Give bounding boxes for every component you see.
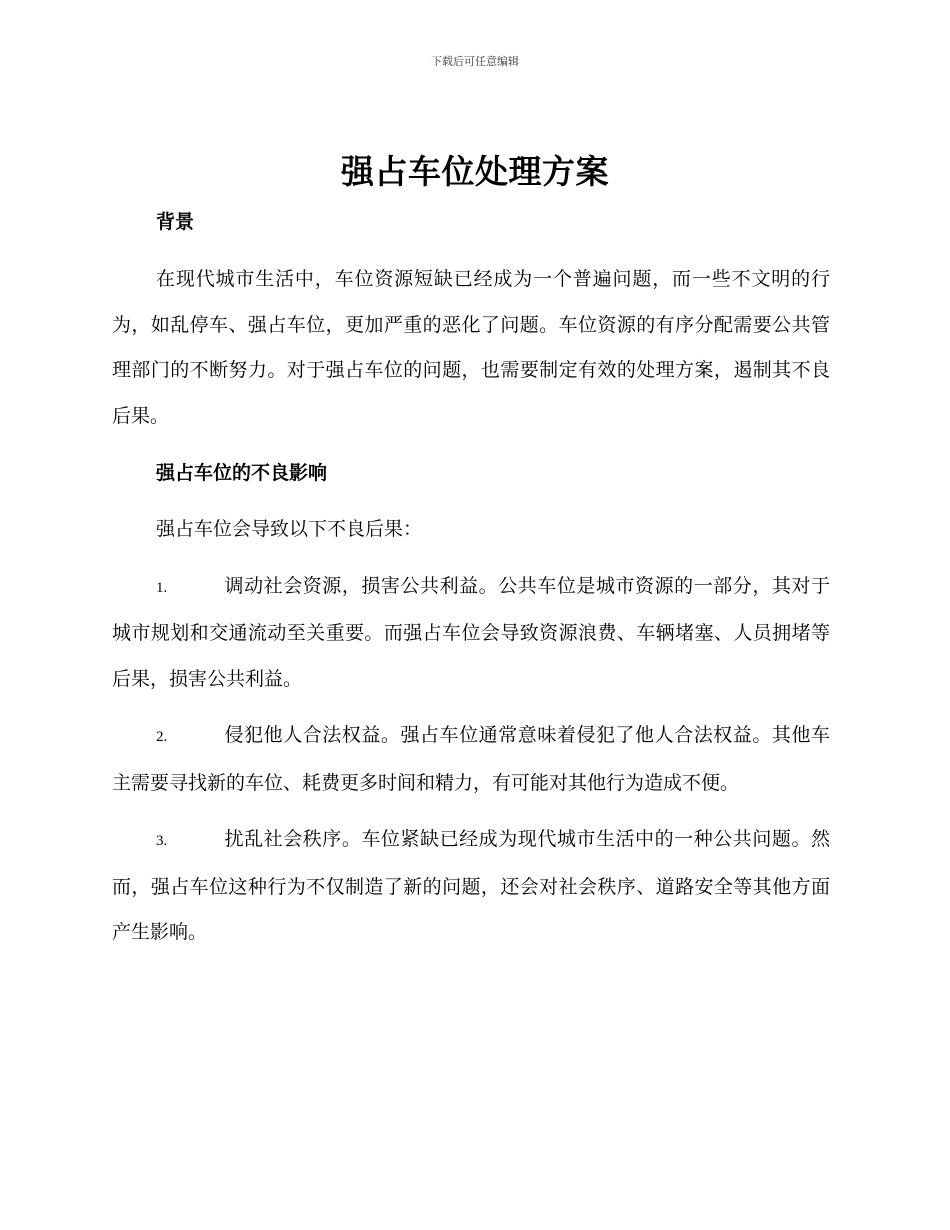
section-heading-background: 背景 (156, 211, 195, 233)
background-paragraph: 在现代城市生活中，车位资源短缺已经成为一个普遍问题，而一些不文明的行为，如乱停车、强占车位，更加严重的恶化了问题。车位资源的有序分配需要公共管理部门的不断努力。对于强占车位的问题，也需要制定有效的处理方案，遏制其不良后果。 (112, 268, 830, 427)
list-item (112, 713, 830, 806)
list-item-number: 1. (156, 579, 168, 596)
section-heading-impacts: 强占车位的不良影响 (156, 462, 328, 484)
impacts-intro: 强占车位会导致以下不良后果： (156, 518, 423, 540)
list-item-number: 3. (156, 833, 168, 849)
list-item-text: 侵犯他人合法权益。强占车位通常意味着侵犯了他人合法权益。其他车主需要寻找新的车位、耗费更多时间和精力，有可能对其他行为造成不便。 (112, 724, 830, 794)
list-item-text: 扰乱社会秩序。车位紧缺已经成为现代城市生活中的一种公共问题。然而，强占车位这种行为不仅制造了新的问题，还会对社会秩序、道路安全等其他方面产生影响。 (112, 828, 830, 943)
list-item-text: 调动社会资源，损害公共利益。公共车位是城市资源的一部分，其对于城市规划和交通流动至关重要。而强占车位会导致资源浪费、车辆堵塞、人员拥堵等后果，损害公共利益。 (112, 574, 830, 690)
document-body (112, 202, 830, 956)
list-item (112, 564, 830, 703)
list-item-number: 2. (156, 729, 168, 745)
page-header: 下载后可任意编辑 (431, 55, 519, 68)
document-title: 强占车位处理方案 (341, 152, 609, 191)
list-item (112, 817, 830, 956)
